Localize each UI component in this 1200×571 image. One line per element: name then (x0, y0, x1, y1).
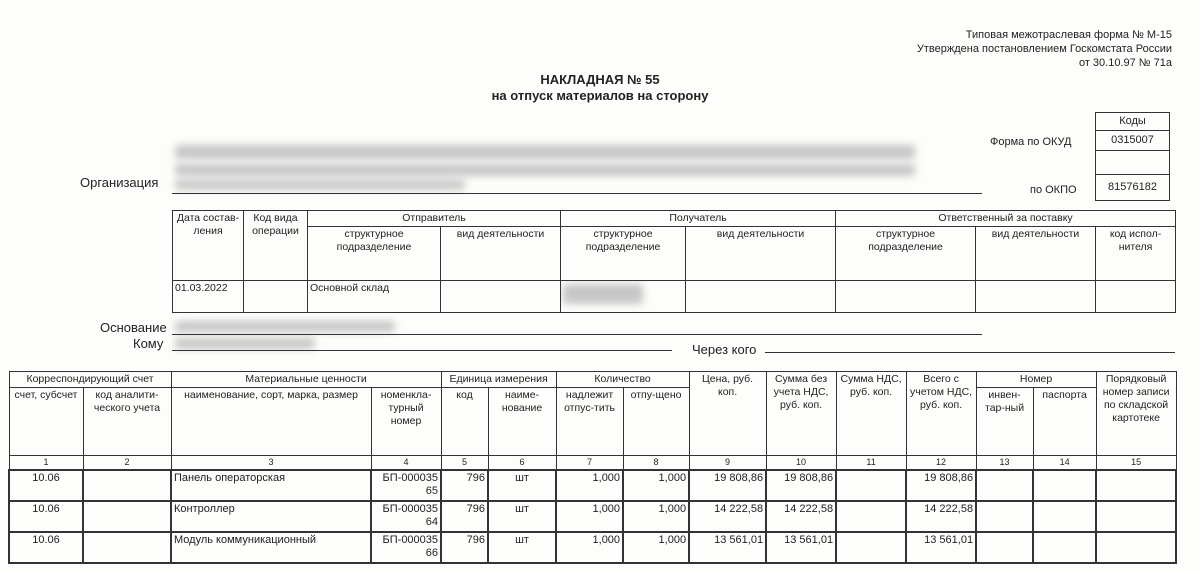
subtitle: на отпуск материалов на сторону (491, 88, 709, 103)
col-inv: инвен-тар-ный (976, 388, 1033, 456)
column-number: 3 (171, 456, 371, 471)
column-number: 12 (906, 456, 976, 471)
cell-name: Модуль коммуникационный (171, 532, 371, 563)
redacted-organization (175, 180, 465, 190)
column-number: 7 (556, 456, 623, 471)
col-responsible: Ответственный за поставку (836, 211, 1176, 227)
col-resp-struct: структурное подразделение (836, 227, 976, 281)
column-number: 5 (441, 456, 488, 471)
col-sum: Сумма без учета НДС, руб. коп. (766, 372, 836, 456)
cell-vat (836, 470, 906, 501)
column-number: 13 (976, 456, 1033, 471)
redacted-organization (175, 145, 915, 159)
cell-empty (976, 532, 1033, 563)
cell-out: 1,000 (623, 532, 689, 563)
cell-name: Контроллер (171, 501, 371, 532)
col-number: Номер (976, 372, 1096, 388)
cell-price: 13 561,01 (689, 532, 766, 563)
receiver-struct-value (561, 281, 686, 313)
col-sender: Отправитель (308, 211, 561, 227)
cell-empty (83, 501, 171, 532)
column-number: 2 (83, 456, 171, 471)
cell-empty (83, 532, 171, 563)
cell-total: 13 561,01 (906, 532, 976, 563)
cell-unit: шт (488, 532, 556, 563)
cell-due: 1,000 (556, 501, 623, 532)
col-executor: код испол-нителя (1096, 227, 1176, 281)
column-number: 4 (371, 456, 441, 471)
table-row (9, 532, 1176, 563)
col-unit: Единица измерения (441, 372, 556, 388)
cell-account: 10.06 (9, 532, 83, 563)
col-qty-due: надлежит отпус-тить (556, 388, 623, 456)
cell-empty (1096, 532, 1176, 563)
basis-underline (172, 334, 982, 335)
cell-empty (83, 470, 171, 501)
table-row (9, 470, 1176, 501)
redacted-to (175, 338, 315, 349)
via-underline (765, 352, 1175, 353)
column-number: 11 (836, 456, 906, 471)
redacted-basis (175, 321, 395, 332)
cell-price: 19 808,86 (689, 470, 766, 501)
cell-code: 796 (441, 532, 488, 563)
cell-account: 10.06 (9, 501, 83, 532)
redacted-organization (175, 164, 915, 176)
cell-total: 19 808,86 (906, 470, 976, 501)
cell-out: 1,000 (623, 470, 689, 501)
cell-account: 10.06 (9, 470, 83, 501)
col-receiver-activity: вид деятельности (686, 227, 836, 281)
sender-activity-value (441, 281, 561, 313)
executor-value (1096, 281, 1176, 313)
column-number: 15 (1096, 456, 1176, 471)
cell-sum: 13 561,01 (766, 532, 836, 563)
cell-unit: шт (488, 470, 556, 501)
col-analytic: код аналити-ческого учета (83, 388, 171, 456)
column-number: 10 (766, 456, 836, 471)
cell-price: 14 222,58 (689, 501, 766, 532)
cell-unit: шт (488, 501, 556, 532)
okpo-value: 81576182 (1096, 175, 1170, 201)
form-ref-line: от 30.10.97 № 71а (1078, 57, 1172, 69)
column-number: 6 (488, 456, 556, 471)
sender-struct-value: Основной склад (308, 281, 441, 313)
col-op-code: Код вида операции (244, 211, 308, 281)
date-value: 01.03.2022 (173, 281, 244, 313)
col-account: счет, субсчет (9, 388, 83, 456)
cell-code: 796 (441, 470, 488, 501)
empty-code (1096, 151, 1170, 175)
col-unit-code: код (441, 388, 488, 456)
col-materials: Материальные ценности (171, 372, 441, 388)
via-label: Через кого (692, 342, 757, 357)
cell-nomen: БП-000035 64 (371, 501, 441, 532)
cell-empty (976, 470, 1033, 501)
cell-empty (1033, 501, 1096, 532)
resp-activity-value (976, 281, 1096, 313)
organization-label: Организация (80, 175, 159, 190)
codes-box (1095, 112, 1170, 201)
basis-label: Основание (100, 320, 167, 335)
cell-due: 1,000 (556, 532, 623, 563)
cell-nomen: БП-000035 65 (371, 470, 441, 501)
receiver-activity-value (686, 281, 836, 313)
cell-empty (1033, 532, 1096, 563)
header-table (172, 210, 1176, 313)
okpo-label: по ОКПО (1030, 184, 1077, 196)
op-code-value (244, 281, 308, 313)
cell-code: 796 (441, 501, 488, 532)
cell-out: 1,000 (623, 501, 689, 532)
items-table (8, 371, 1177, 564)
okud-label: Форма по ОКУД (990, 136, 1072, 148)
col-receiver-struct: структурное подразделение (561, 227, 686, 281)
col-name: наименование, сорт, марка, размер (171, 388, 371, 456)
cell-nomen: БП-000035 66 (371, 532, 441, 563)
col-date: Дата состав-ления (173, 211, 244, 281)
col-price: Цена, руб. коп. (689, 372, 766, 456)
col-nomen: номенкла-турный номер (371, 388, 441, 456)
col-sender-activity: вид деятельности (441, 227, 561, 281)
col-qty: Количество (556, 372, 689, 388)
cell-name: Панель операторская (171, 470, 371, 501)
col-unit-name: наиме-нование (488, 388, 556, 456)
to-underline (172, 350, 672, 351)
cell-vat (836, 532, 906, 563)
cell-sum: 19 808,86 (766, 470, 836, 501)
document-title (440, 72, 760, 104)
form-ref-line: Утверждена постановлением Госкомстата России (916, 43, 1172, 55)
title: НАКЛАДНАЯ № 55 (540, 72, 660, 87)
cell-vat (836, 501, 906, 532)
cell-due: 1,000 (556, 470, 623, 501)
okud-value: 0315007 (1096, 131, 1170, 151)
resp-struct-value (836, 281, 976, 313)
cell-empty (976, 501, 1033, 532)
organization-underline (172, 193, 982, 194)
column-number: 14 (1033, 456, 1096, 471)
table-row (9, 501, 1176, 532)
cell-empty (1096, 470, 1176, 501)
to-label: Кому (133, 336, 164, 351)
col-passport: паспорта (1033, 388, 1096, 456)
col-corr: Корреспондирующий счет (9, 372, 171, 388)
col-vat: Сумма НДС, руб. коп. (836, 372, 906, 456)
col-sender-struct: структурное подразделение (308, 227, 441, 281)
col-qty-out: отпу-щено (623, 388, 689, 456)
codes-header: Коды (1096, 113, 1170, 131)
cell-sum: 14 222,58 (766, 501, 836, 532)
col-total: Всего с учетом НДС, руб. коп. (906, 372, 976, 456)
col-card: Порядковый номер записи по складской картотеке (1096, 372, 1176, 456)
redacted-receiver (563, 284, 643, 304)
form-ref-line: Типовая межотраслевая форма № М-15 (965, 29, 1172, 41)
cell-empty (1033, 470, 1096, 501)
column-number: 1 (9, 456, 83, 471)
cell-total: 14 222,58 (906, 501, 976, 532)
column-number: 9 (689, 456, 766, 471)
form-reference (917, 28, 1172, 70)
col-resp-activity: вид деятельности (976, 227, 1096, 281)
col-receiver: Получатель (561, 211, 836, 227)
cell-empty (1096, 501, 1176, 532)
column-number: 8 (623, 456, 689, 471)
